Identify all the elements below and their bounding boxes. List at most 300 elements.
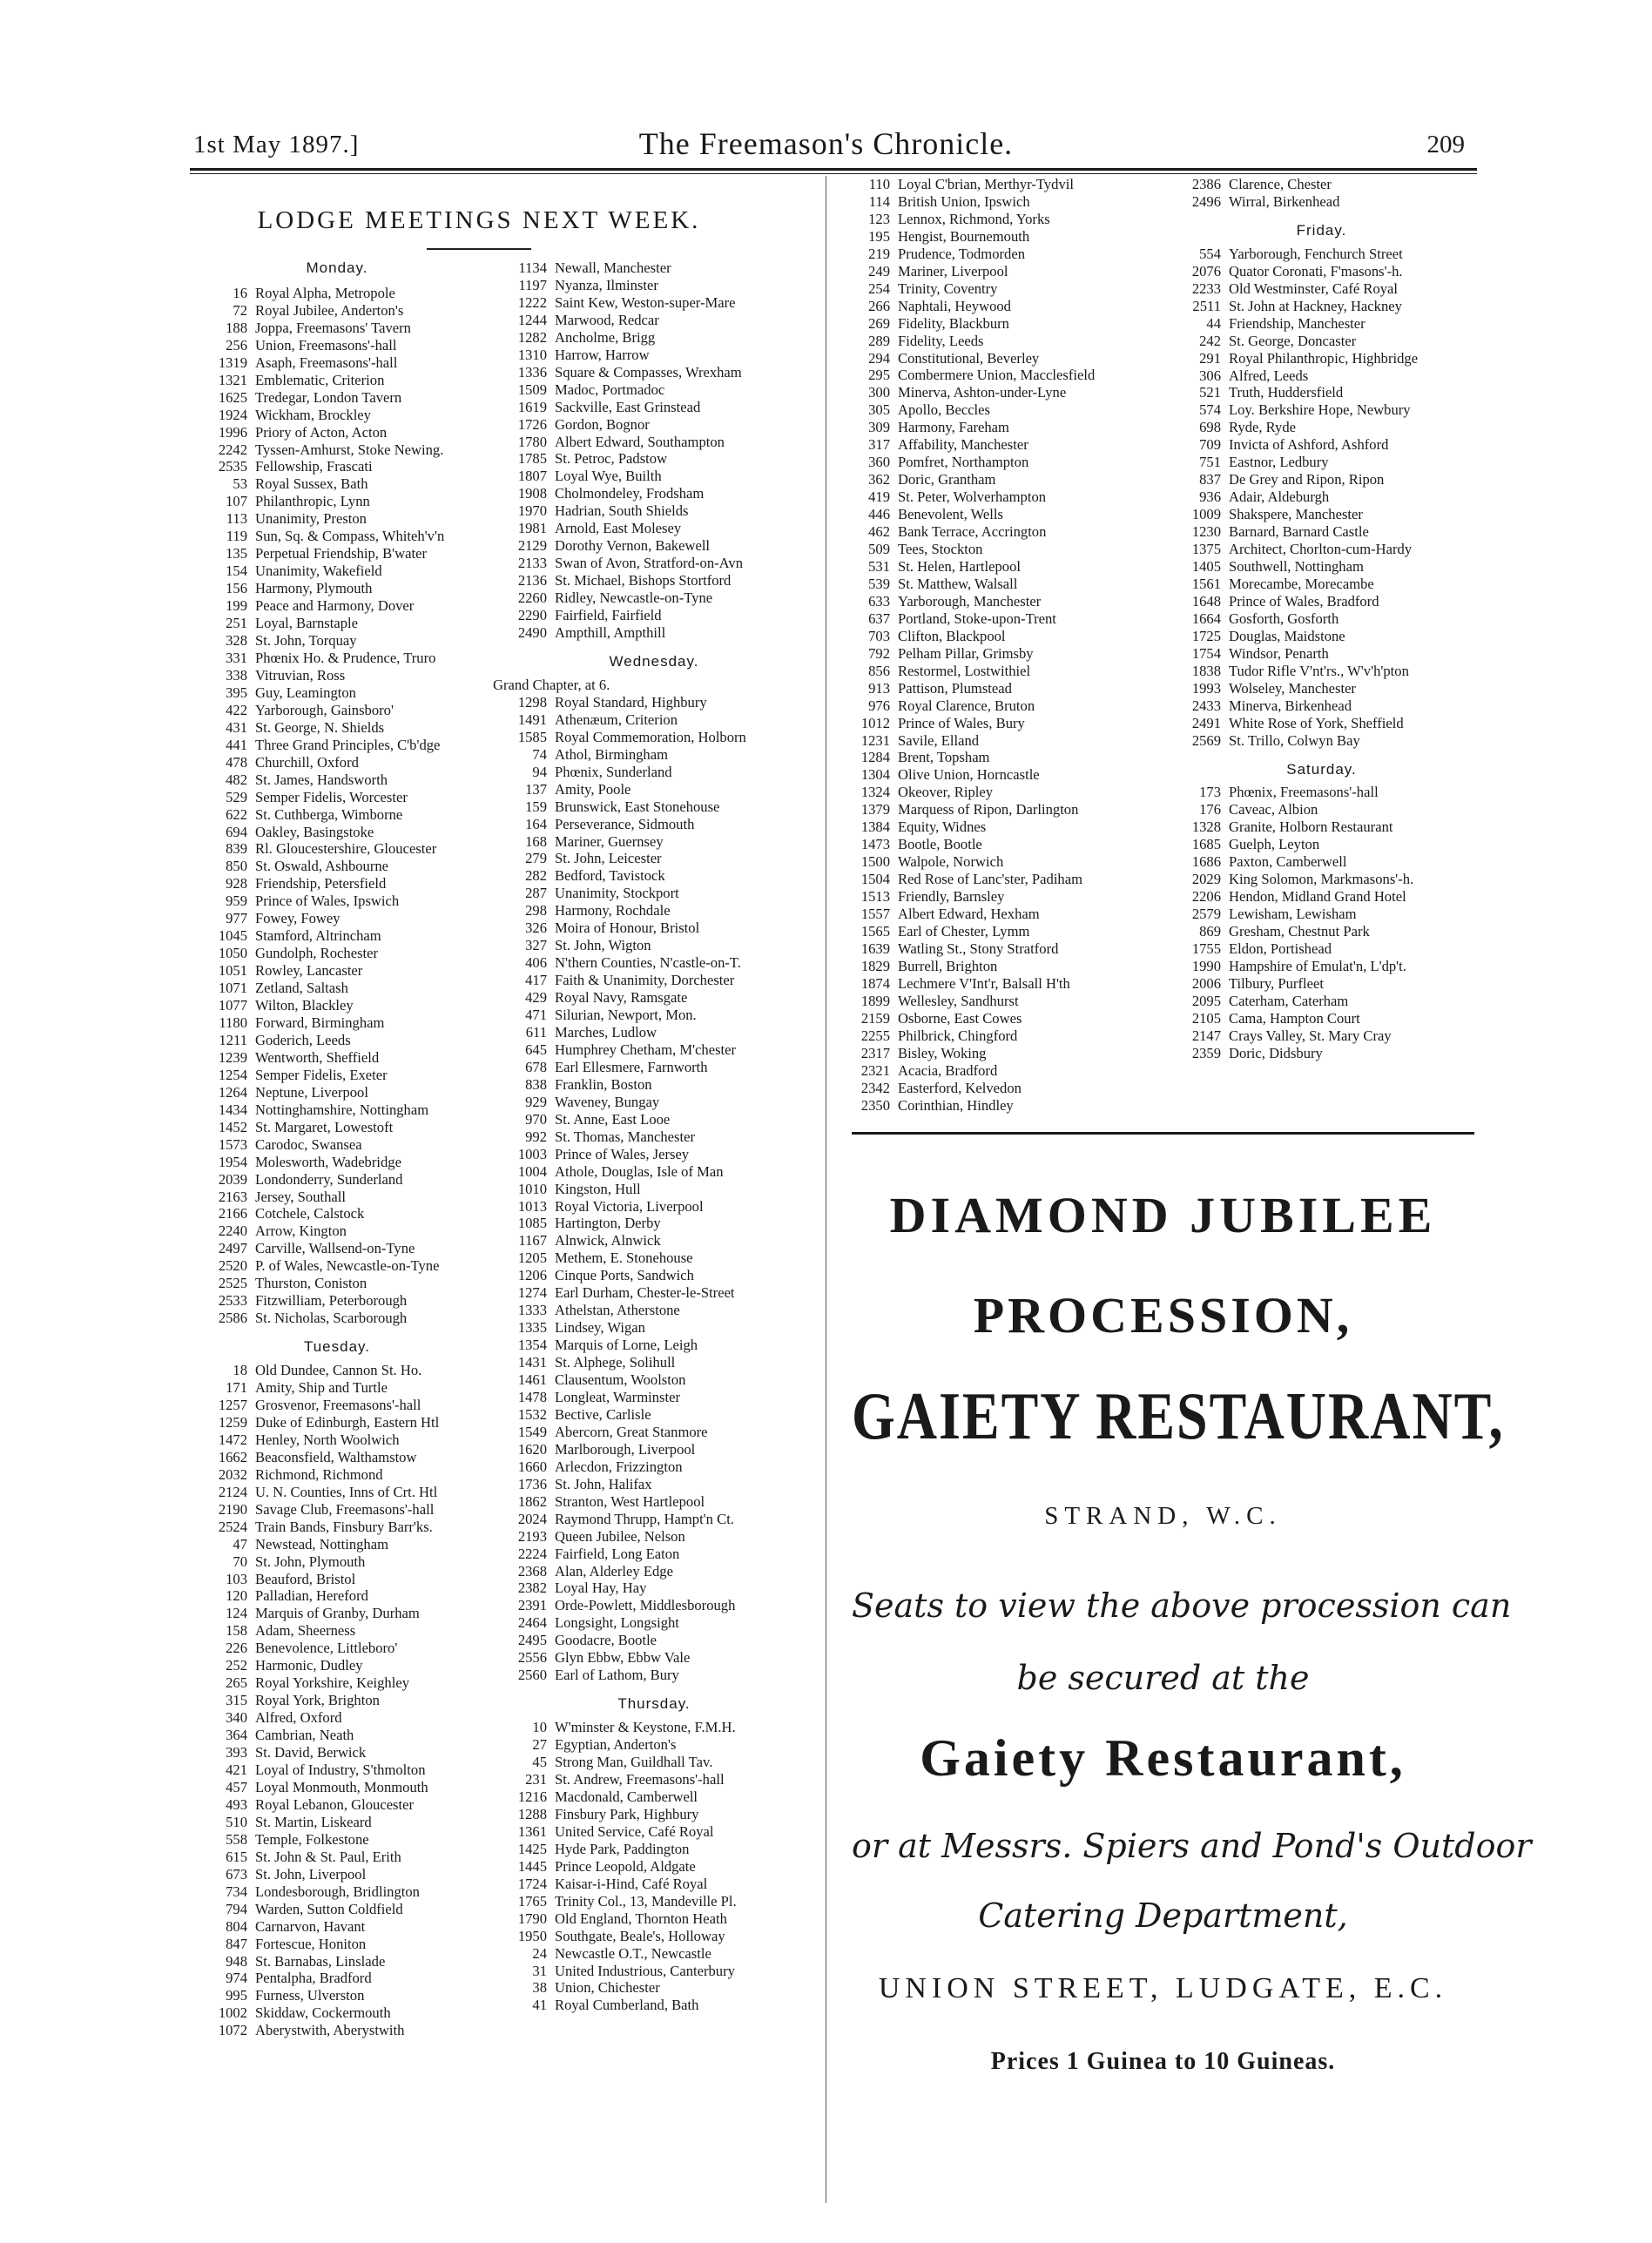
- lodge-name-place: Gordon, Bognor: [555, 415, 650, 433]
- lodge-number: 1874: [860, 974, 890, 992]
- lodge-name-place: Southwell, Nottingham: [1229, 558, 1364, 576]
- lodge-name-place: Loyal of Industry, S'thmolton: [255, 1761, 426, 1779]
- lodge-name-place: Perseverance, Sidmouth: [555, 815, 695, 832]
- lodge-number: 446: [868, 506, 890, 523]
- lodge-number: 1736: [517, 1475, 547, 1492]
- lodge-number: 2560: [517, 1667, 547, 1684]
- lodge-name-place: Red Rose of Lanc'ster, Padiham: [898, 871, 1082, 888]
- lodge-number: 173: [1199, 784, 1221, 801]
- lodge-number: 539: [868, 575, 890, 592]
- lodge-entry: [493, 1632, 815, 1649]
- lodge-entry: [193, 1849, 481, 1866]
- lodge-entry: [493, 694, 815, 711]
- lodge-number: 2129: [517, 537, 547, 555]
- lodge-entry: [493, 537, 815, 555]
- lodge-name-place: Pentalpha, Bradford: [255, 1970, 372, 1987]
- lodge-name-place: Goodacre, Bootle: [555, 1632, 657, 1649]
- lodge-entry: [1167, 367, 1476, 385]
- lodge-number: 1010: [517, 1180, 547, 1197]
- lodge-name-place: Swan of Avon, Stratford-on-Avn: [555, 555, 743, 572]
- lodge-number: 2260: [517, 589, 547, 607]
- lodge-number: 395: [226, 684, 247, 701]
- lodge-name-place: Shakspere, Manchester: [1229, 506, 1363, 523]
- lodge-number: 289: [868, 332, 890, 349]
- lodge-number: 2076: [1191, 262, 1221, 280]
- lodge-number: 531: [868, 557, 890, 575]
- lodge-name-place: Stranton, West Hartlepool: [555, 1492, 705, 1510]
- lodge-number: 2511: [1192, 297, 1221, 314]
- lodge-entry: [493, 1111, 815, 1128]
- lodge-number: 41: [532, 1997, 547, 2014]
- lodge-entry: [493, 607, 815, 624]
- lodge-entry: [1167, 176, 1476, 193]
- lodge-name-place: Caveac, Albion: [1229, 801, 1318, 818]
- lodge-name-place: Raymond Thrupp, Hampt'n Ct.: [555, 1510, 734, 1527]
- lodge-entry: [193, 719, 481, 737]
- lodge-entry: [493, 1284, 815, 1302]
- lodge-entry: [493, 1076, 815, 1094]
- lodge-entry: [1167, 906, 1476, 923]
- lodge-entry: [836, 576, 1150, 593]
- lodge-entry: [1167, 350, 1476, 367]
- lodge-entry: [493, 399, 815, 416]
- lodge-entry: [493, 1841, 815, 1858]
- lodge-number: 340: [226, 1709, 247, 1727]
- lodge-name-place: Earl Ellesmere, Farnworth: [555, 1058, 708, 1075]
- lodge-number: 1257: [218, 1397, 247, 1413]
- lodge-name-place: Paxton, Camberwell: [1229, 853, 1347, 871]
- lodge-entry: [836, 246, 1150, 263]
- lodge-number: 2321: [860, 1061, 890, 1079]
- lodge-name-place: Phœnix, Sunderland: [555, 763, 672, 780]
- lodge-entry: [836, 401, 1150, 419]
- lodge-name-place: Old Dundee, Cannon St. Ho.: [255, 1362, 422, 1379]
- lodge-number: 331: [226, 649, 247, 666]
- lodge-entry: [1167, 593, 1476, 610]
- lodge-number: 1990: [1191, 957, 1221, 974]
- lodge-name-place: Thurston, Coniston: [255, 1275, 367, 1292]
- lodge-name-place: Amity, Ship and Turtle: [255, 1379, 388, 1397]
- lodge-number: 422: [226, 701, 247, 718]
- lodge-entry: [493, 1649, 815, 1667]
- lodge-entry: [493, 1823, 815, 1841]
- ad-headline-gaiety-restaurant: GAIETY RESTAURANT,: [852, 1378, 1505, 1453]
- lodge-entry: [836, 228, 1150, 246]
- lodge-entry: [836, 663, 1150, 680]
- lodge-number: 171: [226, 1379, 247, 1397]
- lodge-name-place: Combermere Union, Macclesfield: [898, 367, 1096, 384]
- lodge-entry: [493, 1406, 815, 1424]
- lodge-name-place: Adair, Aldeburgh: [1229, 488, 1330, 506]
- lodge-number: 2569: [1191, 731, 1221, 749]
- lodge-number: 1274: [517, 1284, 547, 1302]
- lodge-entry: [1167, 958, 1476, 975]
- lodge-number: 2386: [1191, 176, 1221, 192]
- lodge-name-place: Longleat, Warminster: [555, 1389, 680, 1405]
- lodge-entry: [836, 628, 1150, 645]
- lodge-number: 74: [532, 745, 547, 763]
- lodge-number: 2024: [517, 1510, 547, 1527]
- lodge-entry: [493, 1667, 815, 1684]
- lodge-name-place: Albert Edward, Hexham: [898, 906, 1040, 923]
- lodge-name-place: Okeover, Ripley: [898, 784, 994, 801]
- lodge-entry: [493, 885, 815, 902]
- lodge-entry: [193, 1501, 481, 1519]
- lodge-name-place: St. Alphege, Solihull: [555, 1354, 676, 1371]
- lodge-name-place: Lewisham, Lewisham: [1229, 906, 1357, 923]
- lodge-entry: [193, 1205, 481, 1223]
- lodge-name-place: Abercorn, Great Stanmore: [555, 1423, 708, 1440]
- lodge-name-place: Rowley, Lancaster: [255, 962, 363, 980]
- lodge-name-place: Royal Clarence, Bruton: [898, 697, 1035, 714]
- lodge-entry: [1167, 471, 1476, 488]
- lodge-name-place: Loyal Hay, Hay: [555, 1580, 647, 1597]
- lodge-entry: [836, 801, 1150, 818]
- lodge-name-place: Apollo, Beccles: [898, 401, 990, 419]
- lodge-name-place: St. George, Doncaster: [1229, 332, 1357, 349]
- lodge-entry: [193, 789, 481, 806]
- lodge-number: 328: [226, 632, 247, 650]
- lodge-entry: [836, 541, 1150, 558]
- lodge-name-place: Harmony, Fareham: [898, 419, 1009, 436]
- lodge-entry: [493, 1267, 815, 1284]
- lodge-number: 1009: [1191, 506, 1221, 523]
- lodge-name-place: Cama, Hampton Court: [1229, 1009, 1360, 1027]
- lodge-number: 913: [868, 679, 890, 697]
- lodge-name-place: Franklin, Boston: [555, 1075, 652, 1093]
- lodge-number: 457: [226, 1778, 247, 1795]
- lodge-name-place: Architect, Chorlton-cum-Hardy: [1229, 541, 1413, 558]
- lodge-name-place: Tredegar, London Tavern: [255, 388, 402, 406]
- lodge-number: 1288: [517, 1805, 547, 1822]
- lodge-number: 113: [226, 510, 247, 528]
- lodge-entry: [493, 259, 815, 277]
- lodge-name-place: Phœnix Ho. & Prudence, Truro: [255, 649, 436, 666]
- lodge-name-place: Quator Coronati, F'masons'-h.: [1229, 262, 1403, 280]
- lodge-number: 53: [233, 475, 247, 493]
- lodge-number: 1660: [517, 1458, 547, 1475]
- lodge-entry: [193, 1831, 481, 1849]
- lodge-name-place: Skiddaw, Cockermouth: [255, 2004, 391, 2022]
- lodge-name-place: Arrow, Kington: [255, 1223, 347, 1240]
- lodge-name-place: Wilton, Blackley: [255, 997, 354, 1014]
- lodge-entry: [836, 680, 1150, 697]
- lodge-name-place: Prince of Wales, Jersey: [555, 1145, 690, 1162]
- lodge-entry: [193, 320, 481, 337]
- lodge-entry: [193, 1571, 481, 1588]
- lodge-entry: [1167, 645, 1476, 663]
- lodge-entry: [1167, 419, 1476, 436]
- lodge-entry: [193, 737, 481, 754]
- lodge-name-place: St. John, Wigton: [555, 937, 651, 954]
- lodge-name-place: Jersey, Southall: [255, 1188, 347, 1205]
- lodge-entry: [193, 1761, 481, 1779]
- lodge-name-place: St. Nicholas, Scarborough: [255, 1310, 408, 1327]
- lodge-name-place: St. Petroc, Padstow: [555, 450, 668, 468]
- lodge-number: 645: [525, 1041, 547, 1058]
- lodge-entry: [836, 940, 1150, 958]
- lodge-entry: [493, 1945, 815, 1963]
- lodge-number: 1662: [218, 1448, 247, 1465]
- lodge-entry: [493, 1806, 815, 1823]
- lodge-number: 1071: [218, 980, 247, 997]
- lodge-number: 1304: [860, 766, 890, 784]
- lodge-name-place: Newcastle O.T., Newcastle: [555, 1944, 711, 1962]
- lodge-entry: [1167, 523, 1476, 541]
- lodge-number: 123: [868, 210, 890, 227]
- ad-text-catering: Catering Department,: [978, 1896, 1348, 1935]
- lodge-name-place: Warden, Sutton Coldfield: [255, 1900, 403, 1917]
- lodge-name-place: St. Martin, Liskeard: [255, 1813, 372, 1830]
- lodge-number: 326: [525, 919, 547, 937]
- lodge-number: 804: [226, 1917, 247, 1935]
- lodge-name-place: Loyal Monmouth, Monmouth: [255, 1778, 428, 1795]
- lodge-number: 574: [1199, 401, 1221, 419]
- lodge-entry: [193, 510, 481, 528]
- lodge-entry: [1167, 784, 1476, 801]
- lodge-number: 1899: [860, 992, 890, 1009]
- lodge-entry: [193, 1431, 481, 1449]
- lodge-number: 471: [525, 1007, 547, 1024]
- lodge-entry: [193, 1744, 481, 1761]
- lodge-name-place: Osborne, East Cowes: [898, 1009, 1022, 1027]
- lodge-number: 18: [233, 1362, 247, 1379]
- lodge-number: 694: [226, 823, 247, 840]
- lodge-entry: [1167, 610, 1476, 628]
- lodge-name-place: St. Andrew, Freemasons'-hall: [555, 1771, 725, 1788]
- lodge-name-place: Bisley, Woking: [898, 1044, 987, 1061]
- lodge-number: 2382: [517, 1580, 547, 1597]
- lodge-entry: [836, 298, 1150, 315]
- day-heading: Monday.: [306, 259, 368, 276]
- lodge-name-place: Albert Edward, Southampton: [555, 433, 725, 450]
- lodge-name-place: Old Westminster, Café Royal: [1229, 280, 1399, 297]
- lodge-name-place: Windsor, Penarth: [1229, 644, 1329, 662]
- lodge-entry: [193, 1014, 481, 1032]
- lodge-entry: [193, 407, 481, 424]
- lodge-entry: [193, 806, 481, 824]
- lodge-number: 119: [226, 528, 247, 545]
- lodge-number: 421: [226, 1761, 247, 1779]
- lodge-name-place: Duke of Edinburgh, Eastern Htl: [255, 1413, 440, 1431]
- lodge-name-place: Royal Navy, Ramsgate: [555, 989, 688, 1007]
- lodge-entry: [493, 1337, 815, 1354]
- lodge-number: 2586: [218, 1310, 247, 1327]
- lodge-number: 2535: [218, 458, 247, 475]
- lodge-number: 1513: [860, 888, 890, 906]
- lodge-name-place: Arlecdon, Frizzington: [555, 1458, 683, 1475]
- lodge-entry: [193, 632, 481, 650]
- lodge-number: 792: [868, 644, 890, 662]
- lodge-name-place: Trinity, Coventry: [898, 280, 998, 297]
- lodge-entry: [193, 771, 481, 789]
- lodge-entry: [193, 1084, 481, 1101]
- lodge-name-place: Yarborough, Gainsboro': [255, 701, 394, 718]
- lodge-name-place: Gresham, Chestnut Park: [1229, 923, 1370, 940]
- lodge-number: 2233: [1191, 280, 1221, 297]
- lodge-entry: [193, 824, 481, 841]
- lodge-name-place: Prince of Wales, Bury: [898, 714, 1025, 731]
- lodge-number: 1205: [517, 1249, 547, 1267]
- lodge-entry: [193, 1397, 481, 1414]
- lodge-entry: [493, 1563, 815, 1580]
- lodge-entry: [193, 684, 481, 702]
- lodge-number: 2136: [517, 572, 547, 589]
- listing-note: Grand Chapter, at 6.: [493, 676, 610, 693]
- lodge-entry: [493, 450, 815, 468]
- lodge-entry: [836, 506, 1150, 523]
- lodge-entry: [493, 729, 815, 746]
- lodge-number: 2524: [218, 1518, 247, 1535]
- lodge-number: 1549: [517, 1423, 547, 1440]
- lodge-number: 611: [525, 1023, 547, 1041]
- lodge-number: 478: [226, 753, 247, 771]
- lodge-entry: [836, 993, 1150, 1010]
- lodge-entry: [193, 1310, 481, 1327]
- lodge-number: 195: [868, 227, 890, 245]
- lodge-number: 1993: [1191, 679, 1221, 697]
- lodge-entry: [493, 1858, 815, 1876]
- lodge-number: 2464: [517, 1614, 547, 1632]
- lodge-entry: [836, 1080, 1150, 1097]
- lodge-name-place: Methem, E. Stonehouse: [555, 1249, 693, 1267]
- lodge-name-place: Fidelity, Leeds: [898, 332, 984, 349]
- lodge-entry: [493, 277, 815, 294]
- lodge-entry: [493, 1528, 815, 1546]
- lodge-number: 24: [532, 1944, 547, 1962]
- lodge-entry: [193, 1796, 481, 1814]
- lodge-number: 1230: [1191, 523, 1221, 541]
- lodge-name-place: Newstead, Nottingham: [255, 1535, 388, 1553]
- lodge-number: 1284: [860, 749, 890, 766]
- lodge-number: 1473: [860, 836, 890, 853]
- lodge-number: 1239: [218, 1048, 247, 1066]
- lodge-entry: [493, 468, 815, 485]
- lodge-name-place: Alfred, Oxford: [255, 1709, 342, 1727]
- lodge-name-place: Marlborough, Liverpool: [555, 1440, 696, 1458]
- lodge-number: 1785: [517, 450, 547, 468]
- lodge-entry: [193, 1987, 481, 2004]
- lodge-entry: [193, 945, 481, 962]
- lodge-entry: [493, 1302, 815, 1319]
- lodge-entry: [493, 1597, 815, 1614]
- lodge-entry: [193, 1622, 481, 1640]
- lodge-name-place: Semper Fidelis, Worcester: [255, 788, 408, 805]
- lodge-name-place: Royal Standard, Highbury: [555, 693, 707, 711]
- lodge-name-place: Pelham Pillar, Grimsby: [898, 644, 1034, 662]
- lodge-entry: [193, 1067, 481, 1084]
- lodge-name-place: St. David, Berwick: [255, 1744, 367, 1761]
- lodge-name-place: Amity, Poole: [555, 780, 631, 798]
- lodge-name-place: Ridley, Newcastle-on-Tyne: [555, 589, 713, 607]
- lodge-number: 2124: [218, 1483, 247, 1500]
- lodge-entry: [193, 1119, 481, 1136]
- lodge-entry: [836, 697, 1150, 715]
- lodge-entry: [493, 1476, 815, 1493]
- lodge-number: 2520: [218, 1257, 247, 1275]
- lodge-number: 2105: [1191, 1009, 1221, 1027]
- lodge-number: 441: [226, 736, 247, 753]
- lodge-name-place: Prince of Wales, Bradford: [1229, 592, 1379, 610]
- lodge-name-place: Tudor Rifle V'nt'rs., W'v'h'pton: [1229, 662, 1409, 679]
- lodge-name-place: Faith & Unanimity, Dorchester: [555, 972, 735, 989]
- lodge-name-place: Trinity Col., 13, Mandeville Pl.: [555, 1892, 737, 1910]
- lodge-name-place: Walpole, Norwich: [898, 853, 1004, 871]
- lodge-entry: [493, 1041, 815, 1059]
- lodge-entry: [836, 176, 1150, 193]
- lodge-entry: [1167, 888, 1476, 906]
- lodge-number: 2029: [1191, 871, 1221, 888]
- lodge-entry: [193, 1292, 481, 1310]
- lodge-name-place: Stamford, Altrincham: [255, 927, 381, 945]
- lodge-entry: [493, 972, 815, 989]
- lodge-name-place: Affability, Manchester: [898, 436, 1028, 454]
- lodge-name-place: Ryde, Ryde: [1229, 419, 1297, 436]
- lodge-name-place: Peace and Harmony, Dover: [255, 597, 415, 615]
- lodge-name-place: Fitzwilliam, Peterborough: [255, 1292, 408, 1310]
- lodge-entry: [493, 1963, 815, 1980]
- lodge-entry: [193, 1970, 481, 1987]
- lodge-number: 1780: [517, 433, 547, 450]
- lodge-number: 431: [226, 718, 247, 736]
- lodge-name-place: Lechmere V'Int'r, Balsall H'th: [898, 974, 1070, 992]
- lodge-entry: [493, 589, 815, 607]
- lodge-name-place: Finsbury Park, Highbury: [555, 1805, 699, 1822]
- lodge-number: 838: [525, 1075, 547, 1093]
- lodge-number: 1231: [860, 731, 890, 749]
- lodge-number: 1838: [1191, 662, 1221, 679]
- lodge-entry: [493, 1736, 815, 1754]
- lodge-name-place: Granite, Holborn Restaurant: [1229, 818, 1393, 836]
- lodge-number: 1206: [517, 1267, 547, 1284]
- lodge-entry: [1167, 1010, 1476, 1027]
- lodge-name-place: Beaconsfield, Walthamstow: [255, 1448, 417, 1465]
- lodge-number: 269: [868, 314, 890, 332]
- lodge-number: 1244: [517, 311, 547, 328]
- lodge-number: 2224: [517, 1545, 547, 1562]
- lodge-entry: [493, 1979, 815, 1997]
- lodge-number: 265: [226, 1674, 247, 1692]
- lodge-entry: [193, 650, 481, 667]
- lodge-number: 948: [226, 1952, 247, 1970]
- lodge-name-place: Equity, Widnes: [898, 818, 987, 836]
- lodge-name-place: Unanimity, Stockport: [555, 885, 679, 902]
- lodge-name-place: Loyal Wye, Builth: [555, 468, 662, 485]
- lodge-entry: [493, 520, 815, 537]
- lodge-entry: [836, 263, 1150, 280]
- lodge-number: 107: [226, 493, 247, 510]
- lodge-name-place: Naphtali, Heywood: [898, 297, 1011, 314]
- lodge-entry: [193, 562, 481, 580]
- lodge-name-place: Clausentum, Woolston: [555, 1371, 686, 1389]
- lodge-name-place: Kaisar-i-Hind, Café Royal: [555, 1875, 708, 1892]
- lodge-name-place: Bootle, Bootle: [898, 836, 982, 853]
- lodge-number: 2242: [218, 441, 247, 458]
- lodge-entry: [836, 906, 1150, 923]
- lodge-entry: [1167, 436, 1476, 454]
- lodge-number: 1013: [517, 1197, 547, 1215]
- lodge-number: 2193: [517, 1527, 547, 1545]
- lodge-name-place: Oakley, Basingstoke: [255, 823, 374, 840]
- lodge-entry: [193, 475, 481, 493]
- lodge-entry: [1167, 558, 1476, 576]
- lodge-number: 1134: [518, 259, 547, 276]
- lodge-number: 1077: [218, 997, 247, 1014]
- lodge-entry: [193, 1605, 481, 1622]
- lodge-entry: [493, 867, 815, 885]
- lodge-entry: [1167, 663, 1476, 680]
- lodge-entry: [493, 1024, 815, 1041]
